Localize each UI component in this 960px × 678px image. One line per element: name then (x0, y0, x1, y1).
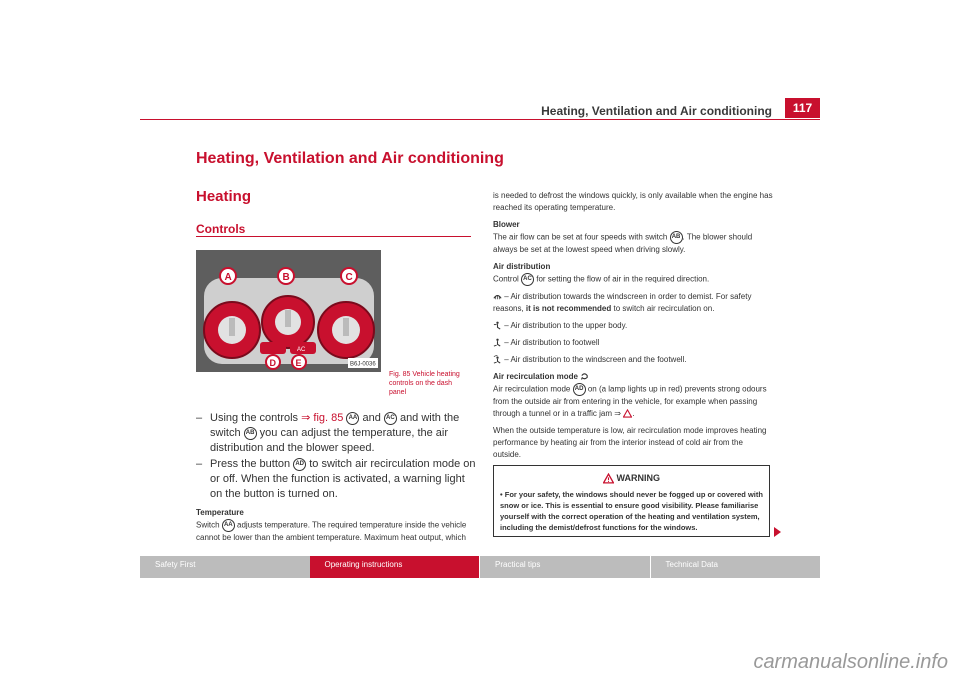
svg-text:C: C (345, 272, 353, 283)
next-page-arrow-icon[interactable] (774, 527, 781, 537)
chapter-title: Heating, Ventilation and Air conditioning (196, 150, 504, 167)
key-ac: AC (384, 412, 397, 425)
svg-text:E: E (295, 358, 302, 368)
recirculation-button (260, 342, 286, 354)
ac-label: AC (297, 347, 306, 353)
subsection-rule (196, 236, 471, 237)
svg-text:B: B (282, 272, 290, 283)
bullet-item-controls: – Using the controls ⇒ fig. 85 AA and AC and with the switch AB you can adjust the temperature, the air distribution and the blower speed. (196, 412, 460, 454)
temperature-title: Temperature (196, 508, 244, 517)
temperature-section: Temperature Switch AA adjusts temperature. The required temperature inside the vehicle cannot be lower than the ambient temperature. Maximum heat output, which (196, 507, 476, 544)
callout-c (341, 268, 357, 284)
callout-e (292, 355, 306, 369)
footer-nav (140, 556, 820, 578)
tab-operating-instructions[interactable]: Operating instructions (310, 556, 480, 578)
header-rule (140, 119, 820, 120)
callout-b (278, 268, 294, 284)
callout-a (220, 268, 236, 284)
recirculation-title: Air recirculation mode (493, 372, 578, 381)
key-ab: AB (670, 231, 683, 244)
warning-triangle-icon (603, 473, 614, 484)
figure-link[interactable]: ⇒ fig. 85 (301, 412, 344, 424)
recirculation-icon (580, 372, 589, 381)
tab-practical-tips[interactable]: Practical tips (479, 556, 650, 578)
warning-box (493, 465, 770, 537)
warning-bullet: • (500, 490, 503, 500)
warning-text: For your safety, the windows should never be fogged up or covered with snow or ice. This is essential to ensure good visibility. Please familiarise yourself with the correct operation of the heating and ventilation system, including the demist/defrost functions for the windows. (500, 490, 763, 533)
page-number: 117 (785, 98, 820, 118)
key-ab: AB (244, 427, 257, 440)
section-title: Heating (196, 188, 252, 205)
tab-technical-data[interactable]: Technical Data (650, 556, 821, 578)
windscreen-icon (493, 292, 502, 301)
tab-safety-first[interactable]: Safety First (140, 556, 310, 578)
heating-controls-figure (196, 250, 381, 372)
defrost-continuation: is needed to defrost the windows quickly, is only available when the engine has reached its operating temperature. (493, 191, 773, 212)
svg-text:A: A (224, 272, 232, 283)
blower-title: Blower (493, 220, 520, 229)
running-header-title: Heating, Ventilation and Air conditioning (541, 104, 772, 118)
footwell-icon (493, 338, 502, 347)
cold-weather-note: When the outside temperature is low, air recirculation mode improves heating performance by heating air from the interior instead of cold air from the outside. (493, 426, 767, 459)
subsection-title: Controls (196, 222, 246, 236)
heating-controls-illustration (196, 250, 381, 372)
distribution-title: Air distribution (493, 262, 551, 271)
bullet-item-recirculation: – Press the button AD to switch air recirculation mode on or off. When the function is activated, a warning light on the button is turned on. (196, 458, 476, 500)
figure-code: B6J-0036 (350, 361, 376, 368)
watermark: carmanualsonline.info (753, 651, 948, 673)
svg-text:D: D (269, 358, 276, 368)
upper-body-icon (493, 321, 502, 330)
right-column: is needed to defrost the windows quickly, is only available when the engine has reached its operating temperature. Blower The air flow can be set at four speeds with switch AB . The blower should always be set at the lowest speed when driving slowly. Air distribution Control AC for setting the flow of air in the required direction. – Air distribution towards the windscreen in order to demist. For safety reasons, it is not recommended to switch air recirculation on. – Air distribution to the upper body. – Air distribution to footwell – Air distribution to the windscreen and the footwell. Air recirculation mode Air recirculation mode AD on (a lamp lights up in red) prevents strong odours from the outside air from entering in the vehicle, for example when passing through a tunnel or in a traffic jam ⇒ . When the outside temperature is low, air recirculation mode improves heating performance by heating air from the interior instead of cold air from the outside. (493, 191, 773, 459)
key-ac: AC (521, 273, 534, 286)
warning-triangle-icon (623, 409, 632, 418)
key-aa: AA (346, 412, 359, 425)
warning-title: WARNING (616, 473, 660, 483)
key-ad: AD (573, 383, 586, 396)
figure-caption: Fig. 85 Vehicle heating controls on the dash panel (389, 371, 460, 396)
callout-d (266, 355, 280, 369)
key-aa: AA (222, 519, 235, 532)
windscreen-footwell-icon (493, 355, 502, 364)
key-ad: AD (293, 458, 306, 471)
